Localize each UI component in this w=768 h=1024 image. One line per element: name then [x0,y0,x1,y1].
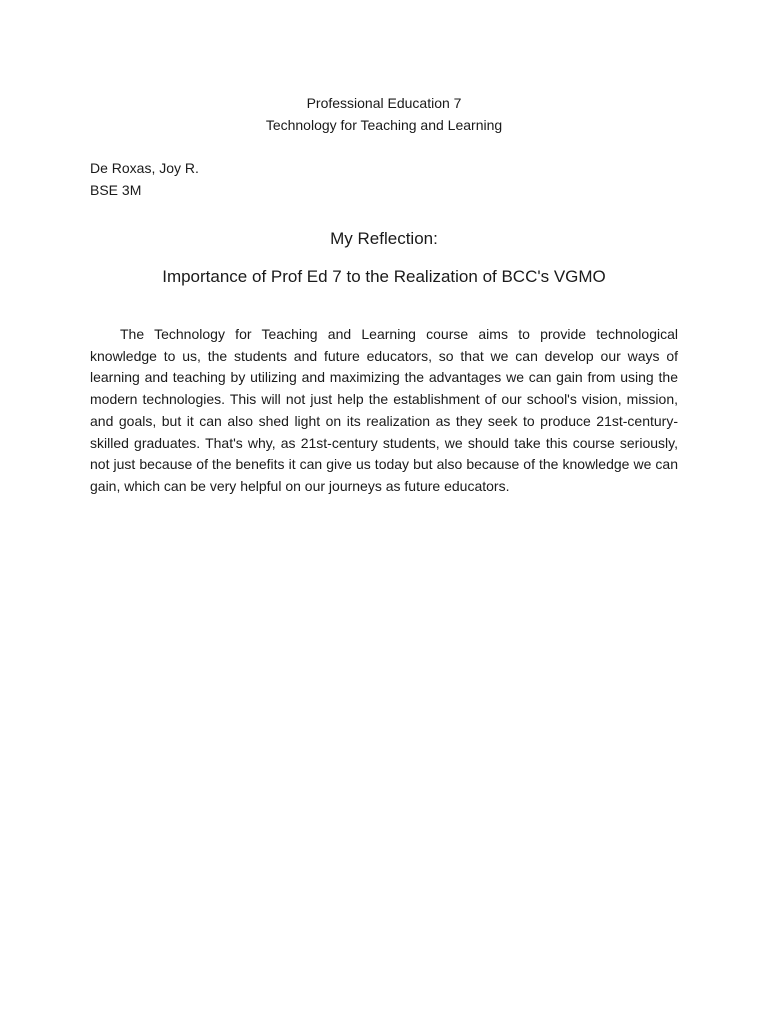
course-header [0,92,768,136]
student-section: BSE 3M [90,182,142,198]
reflection-subtitle: Importance of Prof Ed 7 to the Realization of BCC's VGMO [162,267,606,286]
course-code: Professional Education 7 [306,95,462,111]
reflection-body: The Technology for Teaching and Learning course aims to provide technological knowledge to us, the students and future educators, so that we can develop our ways of learning and teaching by utilizing and maximizing the advantages we can gain from using the modern technologies. This will not just help the establishment of our school's vision, mission, and goals, but it can also shed light on its realization as they seek to produce 21st-century-skilled graduates. That's why, as 21st-century students, we should take this course seriously, not just because of the benefits it can give us today but also because of the knowledge we can gain, which can be very helpful on our journeys as future educators. [90,326,678,494]
student-info [90,157,199,201]
reflection-title: My Reflection: [330,229,438,248]
course-title: Technology for Teaching and Learning [265,117,503,133]
student-name: De Roxas, Joy R. [90,160,199,176]
